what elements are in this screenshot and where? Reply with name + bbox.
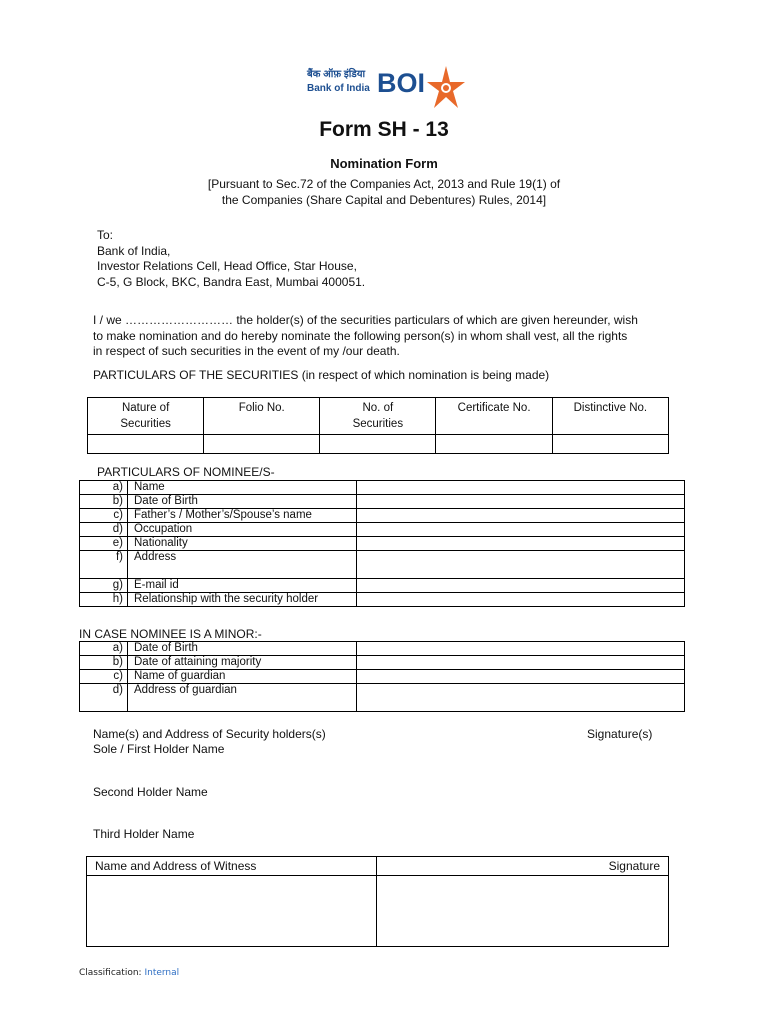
logo-hindi-text: बैंक ऑफ़ इंडिया <box>307 69 366 80</box>
securities-heading: PARTICULARS OF THE SECURITIES (in respect of which nomination is being made) <box>93 368 550 382</box>
securities-col-count: No. of Securities <box>320 398 436 435</box>
bank-logo <box>305 64 470 112</box>
row-letter: a) <box>80 642 128 656</box>
declaration-line-1: I / we ……………………… the holder(s) of the securities particulars of which are given hereunder, wish <box>93 313 638 327</box>
row-label: E-mail id <box>128 579 357 593</box>
securities-distinctive-field[interactable] <box>552 435 668 454</box>
first-holder-label: Sole / First Holder Name <box>93 742 225 756</box>
signatures-heading: Signature(s) <box>587 727 653 741</box>
witness-name-header: Name and Address of Witness <box>87 857 377 876</box>
row-label: Date of attaining majority <box>128 656 357 670</box>
row-label: Occupation <box>128 523 357 537</box>
securities-folio-field[interactable] <box>204 435 320 454</box>
minor-dob-field[interactable] <box>357 642 685 656</box>
table-row <box>80 537 685 551</box>
star-logo-icon <box>425 64 467 112</box>
row-label: Date of Birth <box>128 642 357 656</box>
securities-col-distinctive: Distinctive No. <box>552 398 668 435</box>
row-label: Relationship with the security holder <box>128 593 357 607</box>
row-label: Nationality <box>128 537 357 551</box>
table-row <box>80 579 685 593</box>
row-letter: f) <box>80 551 128 579</box>
row-letter: b) <box>80 495 128 509</box>
securities-col-certificate: Certificate No. <box>436 398 552 435</box>
addressee-block <box>97 228 365 290</box>
form-subtitle: Nomination Form <box>330 156 438 171</box>
nominee-dob-field[interactable] <box>357 495 685 509</box>
securities-nature-field[interactable] <box>88 435 204 454</box>
row-label: Name of guardian <box>128 670 357 684</box>
address-line-1: Bank of India, <box>97 243 171 258</box>
pursuant-line-2: the Companies (Share Capital and Debentures) Rules, 2014] <box>221 193 547 207</box>
classification-value: Internal <box>144 968 180 978</box>
table-row <box>80 523 685 537</box>
table-row <box>80 593 685 607</box>
nominee-address-field[interactable] <box>357 551 685 579</box>
nominee-name-field[interactable] <box>357 481 685 495</box>
logo-brand-text: BOI <box>377 68 426 98</box>
table-row <box>80 642 685 656</box>
classification-footer <box>79 968 179 978</box>
minor-majority-date-field[interactable] <box>357 656 685 670</box>
table-row <box>80 551 685 579</box>
row-letter: c) <box>80 509 128 523</box>
logo-english-text: Bank of India <box>307 83 370 94</box>
minor-heading: IN CASE NOMINEE IS A MINOR:- <box>79 627 262 641</box>
address-line-2: Investor Relations Cell, Head Office, Star House, <box>97 259 357 273</box>
witness-name-address-field[interactable] <box>87 876 377 947</box>
table-row <box>80 481 685 495</box>
witness-entry-row <box>87 876 669 947</box>
securities-table <box>87 397 669 454</box>
nominee-heading: PARTICULARS OF NOMINEE/S- <box>97 465 275 479</box>
row-letter: g) <box>80 579 128 593</box>
declaration-paragraph <box>93 313 693 360</box>
guardian-address-field[interactable] <box>357 684 685 712</box>
row-label: Father’s / Mother’s/Spouse’s name <box>128 509 357 523</box>
row-letter: a) <box>80 481 128 495</box>
nominee-parent-spouse-field[interactable] <box>357 509 685 523</box>
minor-table <box>79 641 685 712</box>
witness-table <box>86 856 669 947</box>
to-label: To: <box>97 228 114 242</box>
table-row <box>80 509 685 523</box>
securities-count-field[interactable] <box>320 435 436 454</box>
row-label: Date of Birth <box>128 495 357 509</box>
row-letter: e) <box>80 537 128 551</box>
table-row <box>80 656 685 670</box>
securities-header-row <box>88 398 669 435</box>
row-letter: c) <box>80 670 128 684</box>
row-label: Address of guardian <box>128 684 357 712</box>
pursuant-line-1: [Pursuant to Sec.72 of the Companies Act, 2013 and Rule 19(1) of <box>207 177 561 191</box>
nominee-table <box>79 480 685 607</box>
witness-signature-header: Signature <box>377 857 669 876</box>
table-row <box>80 684 685 712</box>
pursuant-note <box>0 176 768 208</box>
row-letter: h) <box>80 593 128 607</box>
classification-label: Classification: <box>79 968 142 978</box>
second-holder-label: Second Holder Name <box>93 785 208 799</box>
guardian-name-field[interactable] <box>357 670 685 684</box>
nominee-relationship-field[interactable] <box>357 593 685 607</box>
table-row <box>80 670 685 684</box>
row-letter: d) <box>80 523 128 537</box>
witness-header-row <box>87 857 669 876</box>
row-letter: d) <box>80 684 128 712</box>
nominee-nationality-field[interactable] <box>357 537 685 551</box>
witness-signature-field[interactable] <box>377 876 669 947</box>
declaration-line-2: to make nomination and do hereby nominate the following person(s) in whom shall vest, all the rights <box>93 328 628 343</box>
securities-entry-row <box>88 435 669 454</box>
securities-certificate-field[interactable] <box>436 435 552 454</box>
third-holder-label: Third Holder Name <box>93 827 195 841</box>
form-title: Form SH - 13 <box>319 118 449 141</box>
table-row <box>80 495 685 509</box>
address-line-3: C-5, G Block, BKC, Bandra East, Mumbai 400051. <box>97 274 366 289</box>
row-letter: b) <box>80 656 128 670</box>
declaration-line-3: in respect of such securities in the event of my /our death. <box>93 344 400 358</box>
row-label: Name <box>128 481 357 495</box>
nominee-occupation-field[interactable] <box>357 523 685 537</box>
nominee-email-field[interactable] <box>357 579 685 593</box>
securities-col-folio: Folio No. <box>204 398 320 435</box>
holders-heading: Name(s) and Address of Security holders(s) <box>93 727 326 741</box>
securities-col-nature: Nature of Securities <box>88 398 204 435</box>
row-label: Address <box>128 551 357 579</box>
